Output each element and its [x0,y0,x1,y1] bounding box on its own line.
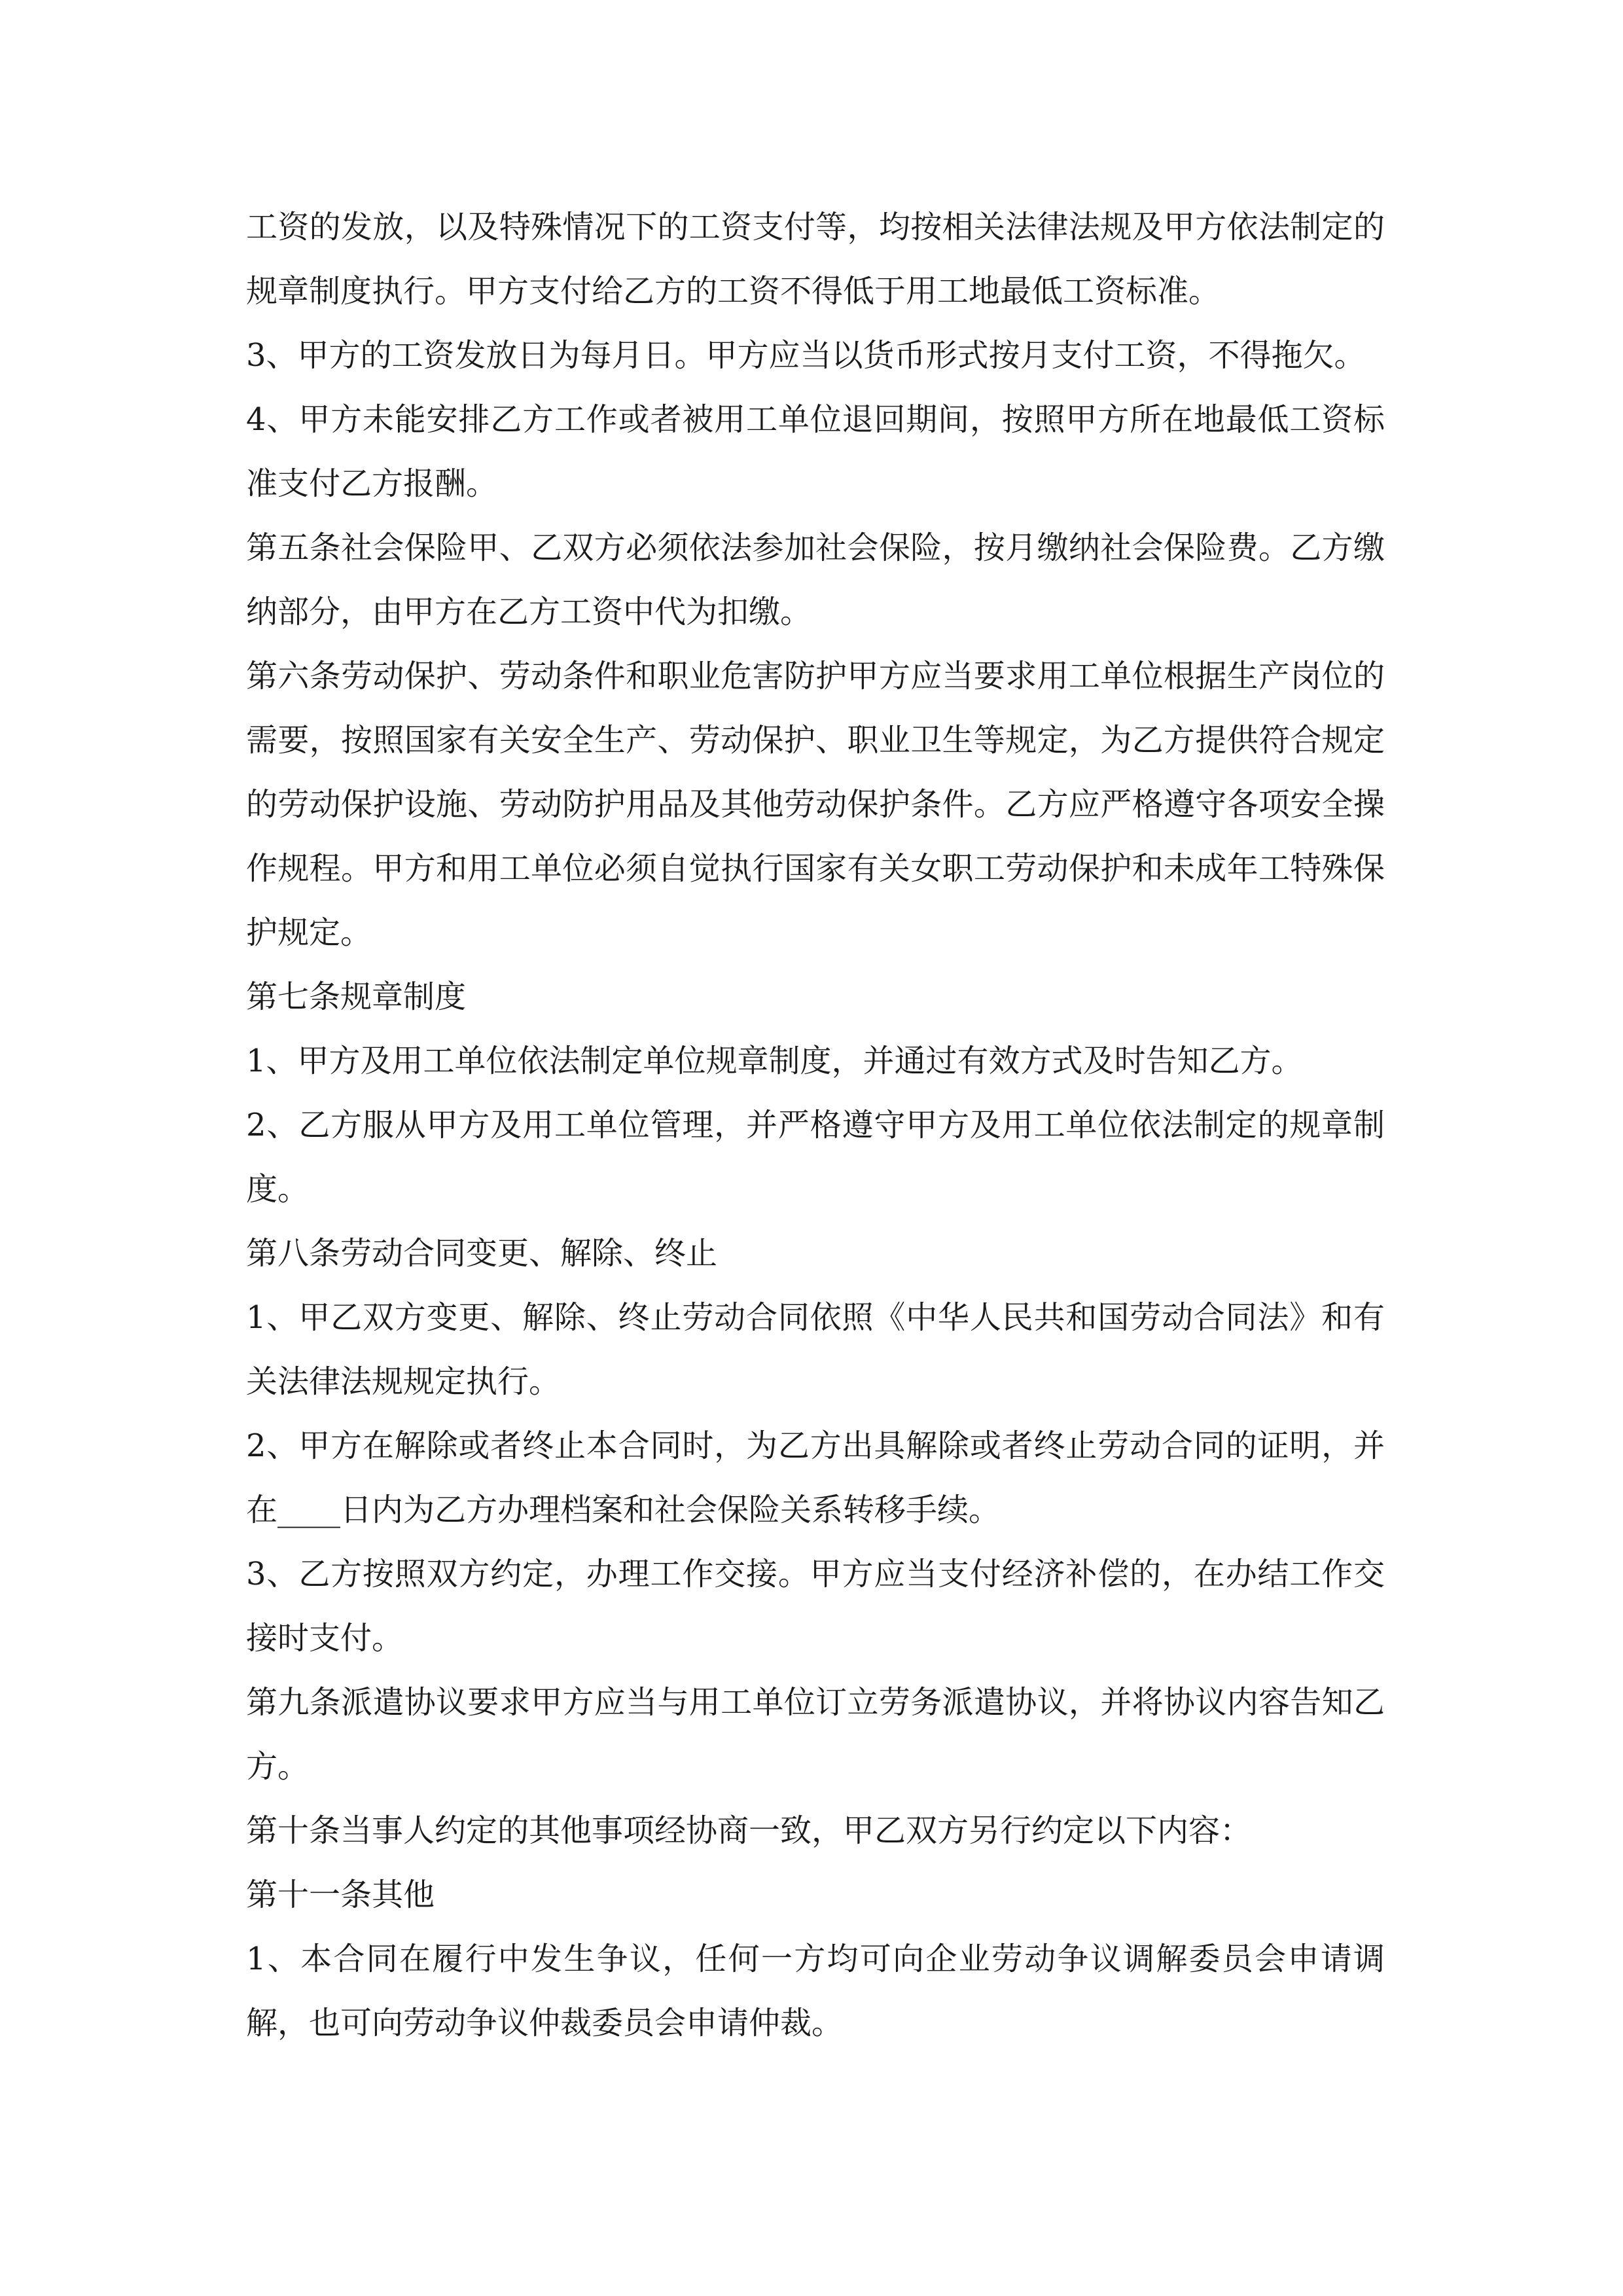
paragraph-article-5-social-insurance: 第五条社会保险甲、乙双方必须依法参加社会保险，按月缴纳社会保险费。乙方缴纳部分，由甲方在乙方工资中代为扣缴。 [246,529,1385,630]
paragraph-rules-item-2: 2、乙方服从甲方及用工单位管理，并严格遵守甲方及用工单位依法制定的规章制度。 [246,1107,1385,1208]
heading-article-7-rules: 第七条规章制度 [246,978,467,1015]
paragraph-changes-item-2: 2、甲方在解除或者终止本合同时，为乙方出具解除或者终止劳动合同的证明，并在____日内为乙方办理档案和社会保险关系转移手续。 [246,1427,1385,1528]
paragraph-changes-item-1: 1、甲乙双方变更、解除、终止劳动合同依照《中华人民共和国劳动合同法》和有关法律法规规定执行。 [246,1299,1385,1400]
heading-article-11-other: 第十一条其他 [246,1876,435,1913]
paragraph-article-10-other-agreements: 第十条当事人约定的其他事项经协商一致，甲乙双方另行约定以下内容： [246,1812,1252,1849]
paragraph-payday: 3、甲方的工资发放日为每月日。甲方应当以货币形式按月支付工资，不得拖欠。 [246,337,1366,374]
heading-article-8-contract-changes: 第八条劳动合同变更、解除、终止 [246,1235,718,1272]
paragraph-unassigned-pay: 4、甲方未能安排乙方工作或者被用工单位退回期间，按照甲方所在地最低工资标准支付乙方报酬。 [246,401,1385,502]
paragraph-changes-item-3: 3、乙方按照双方约定，办理工作交接。甲方应当支付经济补偿的，在办结工作交接时支付。 [246,1556,1385,1657]
paragraph-article-6-labor-protection: 第六条劳动保护、劳动条件和职业危害防护甲方应当要求用工单位根据生产岗位的需要，按照国家有关安全生产、劳动保护、职业卫生等规定，为乙方提供符合规定的劳动保护设施、劳动防护用品及其他劳动保护条件。乙方应严格遵守各项安全操作规程。甲方和用工单位必须自觉执行国家有关女职工劳动保护和未成年工特殊保护规定。 [246,658,1385,951]
paragraph-rules-item-1: 1、甲方及用工单位依法制定单位规章制度，并通过有效方式及时告知乙方。 [246,1043,1303,1079]
paragraph-dispute-resolution: 1、本合同在履行中发生争议，任何一方均可向企业劳动争议调解委员会申请调解，也可向劳动争议仲裁委员会申请仲裁。 [246,1941,1385,2041]
paragraph-article-9-dispatch-agreement: 第九条派遣协议要求甲方应当与用工单位订立劳务派遣协议，并将协议内容告知乙方。 [246,1684,1385,1785]
document-body [246,195,1385,2055]
paragraph-wage-payment: 工资的发放，以及特殊情况下的工资支付等，均按相关法律法规及甲方依法制定的规章制度执行。甲方支付给乙方的工资不得低于用工地最低工资标准。 [246,209,1385,310]
